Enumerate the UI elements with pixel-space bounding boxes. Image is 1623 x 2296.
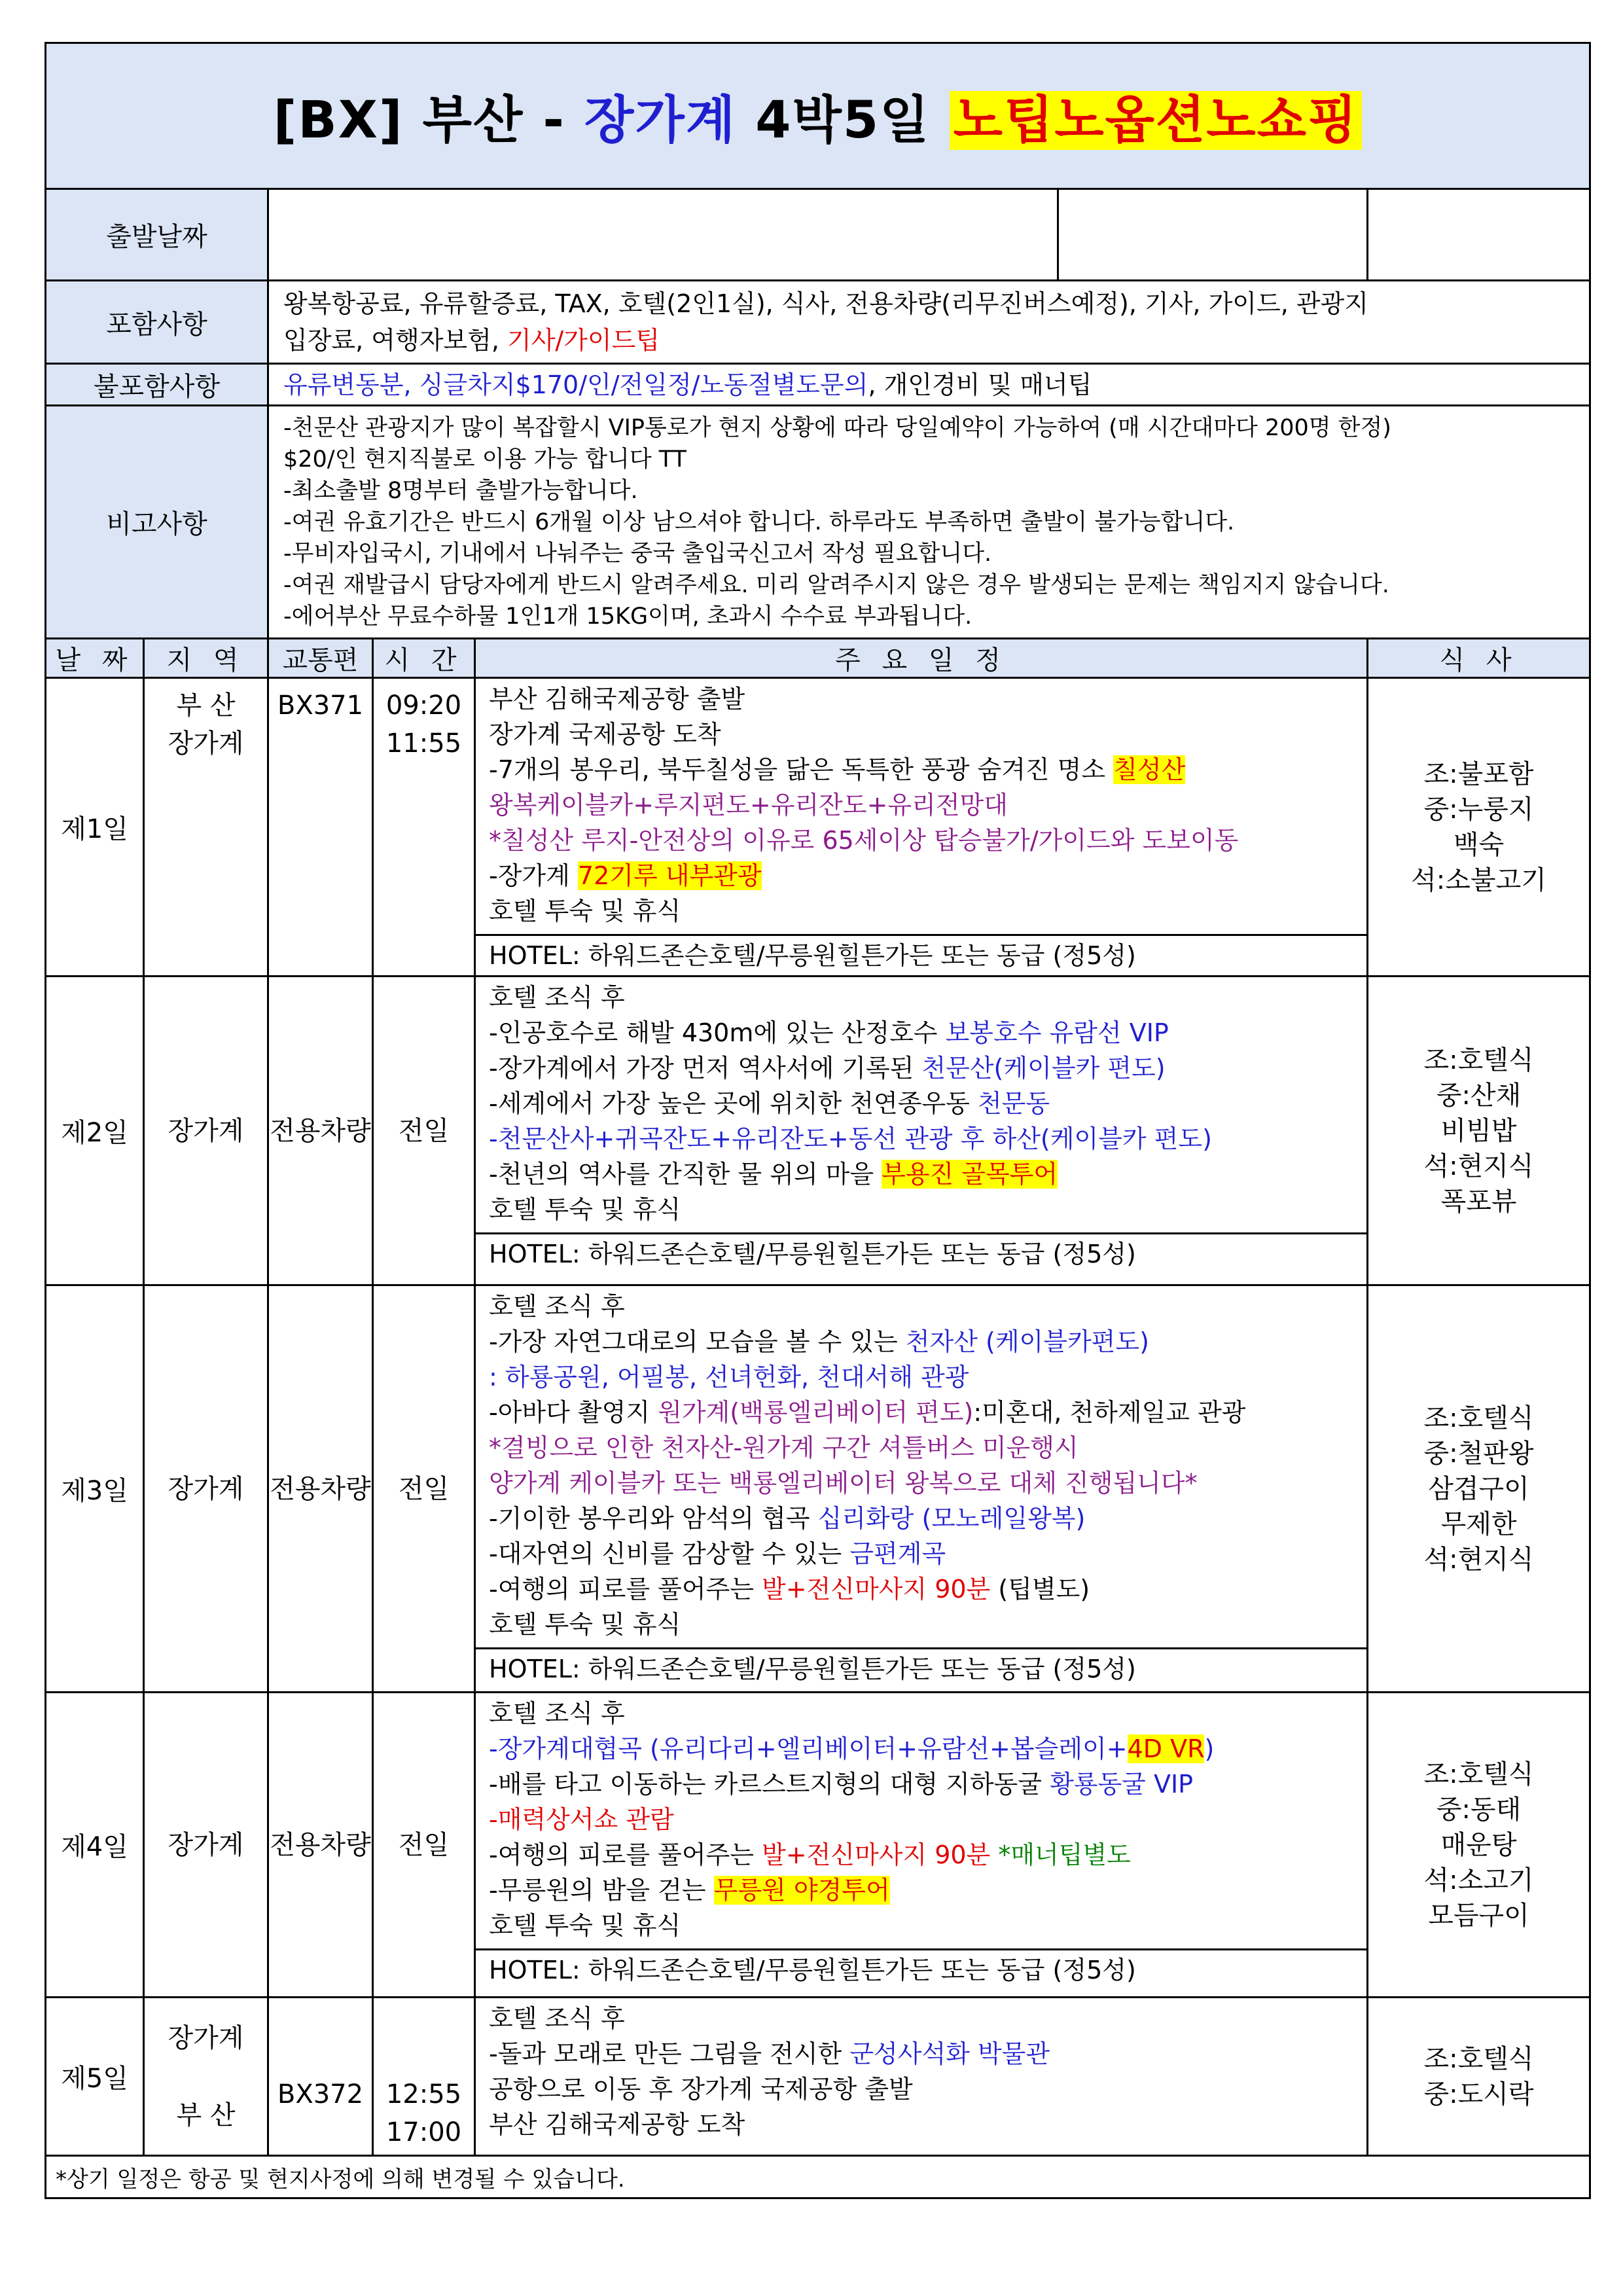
schedule-line: 호텔 조식 후 (489, 983, 625, 1012)
notes-label: 비고사항 (46, 406, 268, 639)
departure-value-3 (1368, 189, 1590, 281)
hotel-line: HOTEL: 하워드존슨호텔/무릉원힐튼가든 또는 동급 (정5성) (476, 934, 1366, 975)
included-line-1: 왕복항공료, 유류할증료, TAX, 호텔(2인1실), 식사, 전용차량(리무진버스예정), 기사, 가이드, 관광지 (283, 289, 1368, 318)
schedule-text: 천문동 (977, 1089, 1050, 1118)
day-label: 제4일 (46, 1693, 144, 1998)
schedule-line: *칠성산 루지-안전상의 이유로 65세이상 탑승불가/가이드와 도보이동 (489, 826, 1239, 855)
departure-value-2 (1059, 190, 1366, 279)
schedule-text: -아바다 촬영지 (489, 1398, 658, 1427)
meal-line: 중:동태 (1436, 1794, 1522, 1825)
meal-line: 조:호텔식 (1423, 1403, 1534, 1433)
schedule-header-row (46, 639, 1590, 678)
schedule-line: 장가계 국제공항 도착 (489, 720, 721, 749)
schedule-line: 왕복케이블카+루지편도+유리잔도+유리전망대 (489, 791, 1008, 819)
departure-label: 출발날짜 (46, 189, 268, 281)
schedule-text: :미혼대, 천하제일교 관광 (973, 1398, 1246, 1427)
meal-line: 매운탕 (1440, 1829, 1517, 1860)
day-row (46, 1285, 1590, 1693)
highlight-text: 칠성산 (1113, 755, 1186, 784)
schedule-text: -기이한 봉우리와 암석의 협곡 (489, 1504, 818, 1533)
title-highlight: 노팁노옵션노쇼핑 (950, 91, 1363, 150)
schedule-line (489, 2036, 1353, 2072)
schedule-text: *매너팁별도 (990, 1840, 1131, 1869)
note-line: -최소출발 8명부터 출발가능합니다. (283, 477, 638, 504)
region-line: 장가계 (168, 2022, 244, 2053)
schedule-line: : 하룡공원, 어필봉, 선녀헌화, 천대서해 관광 (489, 1363, 969, 1391)
schedule-line (489, 1536, 1353, 1571)
day-label: 제1일 (46, 678, 144, 977)
highlight-text: 부용진 골목투어 (882, 1160, 1058, 1189)
header-meals: 식 사 (1368, 639, 1590, 678)
day-schedule (475, 977, 1368, 1285)
schedule-line (489, 1157, 1353, 1192)
day-meals (1368, 1285, 1590, 1693)
itinerary-document (45, 42, 1589, 2199)
schedule-line: 공항으로 이동 후 장가계 국제공항 출발 (489, 2075, 913, 2104)
schedule-line (489, 1395, 1353, 1430)
meal-line: 조:호텔식 (1423, 1759, 1534, 1789)
meal-line: 삼겹구이 (1428, 1473, 1529, 1504)
region-line: 장가계 (168, 728, 244, 759)
day-time: 전일 (373, 1285, 475, 1693)
notes-value (268, 406, 1590, 639)
day-label: 제3일 (46, 1285, 144, 1693)
schedule-text: 십리화랑 (모노레일왕복) (817, 1504, 1086, 1533)
day-transport: 전용차량 (268, 1693, 373, 1998)
schedule-line (489, 1015, 1353, 1050)
header-date: 날 짜 (46, 639, 144, 678)
schedule-text: 원가계(백룡엘리베이터 편도) (658, 1398, 974, 1427)
included-line-2: 입장료, 여행자보험, (283, 326, 507, 355)
highlight-text: 무릉원 야경투어 (713, 1876, 890, 1905)
schedule-text: -장가계에서 가장 먼저 역사서에 기록된 (489, 1054, 922, 1083)
day-row (46, 977, 1590, 1285)
day-transport: BX371 (268, 678, 373, 977)
day-transport: 전용차량 (268, 1285, 373, 1693)
schedule-text: 발+전신마사지 90분 (762, 1575, 991, 1604)
meal-line: 중:누룽지 (1423, 794, 1534, 825)
day-row (46, 1693, 1590, 1998)
day-transport: 전용차량 (268, 977, 373, 1285)
meal-line: 중:철판왕 (1423, 1438, 1534, 1469)
itinerary-table (45, 42, 1591, 2199)
hotel-line: HOTEL: 하워드존슨호텔/무릉원힐튼가든 또는 동급 (정5성) (476, 1948, 1366, 1990)
meal-line: 석:소고기 (1423, 1865, 1534, 1895)
title-destination: 장가계 (584, 91, 737, 150)
day-meals (1368, 1998, 1590, 2156)
day-region (144, 1998, 268, 2156)
included-tips: 기사/가이드팁 (507, 326, 660, 355)
header-region: 지 역 (144, 639, 268, 678)
schedule-text: -천년의 역사를 간직한 물 위의 마을 (489, 1160, 882, 1189)
page-title (46, 43, 1590, 189)
schedule-line: 호텔 조식 후 (489, 1699, 625, 1728)
footer-note: *상기 일정은 항공 및 현지사정에 의해 변경될 수 있습니다. (46, 2156, 1590, 2198)
day-schedule (475, 1998, 1368, 2156)
schedule-line: 호텔 투숙 및 휴식 (489, 897, 681, 925)
day-meals (1368, 678, 1590, 977)
schedule-text: -장가계 (489, 861, 578, 890)
schedule-text: -인공호수로 해발 430m에 있는 산정호수 (489, 1018, 946, 1047)
region-spacer (145, 2057, 267, 2095)
day-region: 장가계 (144, 1285, 268, 1693)
schedule-line (489, 1767, 1353, 1802)
schedule-line (489, 1050, 1353, 1086)
schedule-line: 부산 김해국제공항 도착 (489, 2110, 745, 2139)
header-transport: 교통편 (268, 639, 373, 678)
note-line: -에어부산 무료수하물 1인1개 15KG이며, 초과시 수수료 부과됩니다. (283, 603, 972, 630)
departure-value-cell (268, 189, 1368, 281)
day-meals (1368, 977, 1590, 1285)
note-line: $20/인 현지직불로 이용 가능 합니다 TT (283, 446, 687, 473)
schedule-text: -7개의 봉우리, 북두칠성을 닮은 독특한 풍광 숨겨진 명소 (489, 755, 1114, 784)
day-schedule (475, 1693, 1368, 1998)
day-label: 제5일 (46, 1998, 144, 2156)
highlight-text: 72기루 내부관광 (577, 861, 762, 890)
time-line: 11:55 (385, 728, 462, 759)
meal-line: 백숙 (1453, 829, 1505, 860)
schedule-line: 호텔 투숙 및 휴식 (489, 1610, 681, 1639)
schedule-line: -매력상서쇼 관람 (489, 1805, 674, 1834)
excluded-rest: , 개인경비 및 매너팁 (868, 370, 1092, 399)
schedule-line (489, 858, 1353, 893)
day-time (373, 1998, 475, 2156)
schedule-text: -배를 타고 이동하는 카르스트지형의 대형 지하동굴 (489, 1770, 1050, 1799)
meal-line: 중:산채 (1436, 1080, 1522, 1111)
day-schedule (475, 678, 1368, 977)
schedule-line: 양가계 케이블카 또는 백룡엘리베이터 왕복으로 대체 진행됩니다* (489, 1469, 1198, 1498)
schedule-text: -대자연의 신비를 감상할 수 있는 (489, 1539, 850, 1568)
schedule-line: 부산 김해국제공항 출발 (489, 685, 745, 713)
schedule-text: 보봉호수 유람선 VIP (945, 1018, 1169, 1047)
day-schedule (475, 1285, 1368, 1693)
header-time: 시 간 (373, 639, 475, 678)
time-line: 17:00 (385, 2117, 462, 2147)
meal-line: 중:도시락 (1423, 2079, 1534, 2109)
schedule-text: -여행의 피로를 풀어주는 (489, 1575, 762, 1604)
schedule-line: 호텔 조식 후 (489, 2004, 625, 2033)
meal-line: 석:소불고기 (1411, 865, 1546, 895)
note-line: -여권 재발급시 담당자에게 반드시 알려주세요. 미리 알려주시지 않은 경우 발생되는 문제는 책임지지 않습니다. (283, 571, 1389, 598)
meal-line: 석:현지식 (1423, 1544, 1534, 1575)
title-duration: 4박5일 (736, 91, 950, 150)
note-line: -여권 유효기간은 반드시 6개월 이상 남으셔야 합니다. 하루라도 부족하면 출발이 불가능합니다. (283, 509, 1235, 535)
meal-line: 조:불포함 (1423, 759, 1534, 789)
schedule-text: -세계에서 가장 높은 곳에 위치한 천연종우동 (489, 1089, 978, 1118)
header-schedule: 주 요 일 정 (475, 639, 1368, 678)
included-value (268, 281, 1590, 364)
schedule-line (489, 1324, 1353, 1359)
meal-line: 비빔밥 (1440, 1115, 1517, 1146)
schedule-line (489, 1501, 1353, 1536)
schedule-text: -여행의 피로를 풀어주는 (489, 1840, 762, 1869)
day-time: 전일 (373, 1693, 475, 1998)
schedule-line (489, 1873, 1353, 1908)
meal-line: 조:호텔식 (1423, 1045, 1534, 1075)
day-row (46, 1998, 1590, 2156)
schedule-text: 천자산 (케이블카편도) (905, 1327, 1149, 1356)
schedule-line: *결빙으로 인한 천자산-원가계 구간 셔틀버스 미운행시 (489, 1433, 1079, 1462)
day-label: 제2일 (46, 977, 144, 1285)
day-time: 전일 (373, 977, 475, 1285)
region-line: 부 산 (176, 691, 236, 721)
hotel-line: HOTEL: 하워드존슨호텔/무릉원힐튼가든 또는 동급 (정5성) (476, 1647, 1366, 1689)
schedule-line (489, 1571, 1353, 1607)
highlight-text: 4D VR (1127, 1734, 1205, 1763)
hotel-line: HOTEL: 하워드존슨호텔/무릉원힐튼가든 또는 동급 (정5성) (476, 1232, 1366, 1274)
schedule-text: ) (1204, 1734, 1215, 1763)
excluded-value (268, 364, 1590, 406)
departure-value (269, 190, 1059, 279)
day-region: 장가계 (144, 977, 268, 1285)
schedule-text: -무릉원의 밤을 걷는 (489, 1876, 714, 1905)
time-line: 09:20 (385, 691, 462, 721)
day-time (373, 678, 475, 977)
region-line: 부 산 (176, 2100, 236, 2130)
note-line: -무비자입국시, 기내에서 나눠주는 중국 출입국신고서 작성 필요합니다. (283, 540, 992, 567)
schedule-line (489, 1837, 1353, 1873)
day-transport: BX372 (268, 1998, 373, 2156)
meal-line: 석:현지식 (1423, 1151, 1534, 1181)
schedule-line: -천문산사+귀곡잔도+유리잔도+동선 관광 후 하산(케이블카 편도) (489, 1124, 1212, 1153)
time-line: 12:55 (385, 2079, 462, 2109)
included-label: 포함사항 (46, 281, 268, 364)
schedule-line (489, 1731, 1353, 1767)
schedule-line: 호텔 조식 후 (489, 1292, 625, 1321)
schedule-text: -장가계대협곡 (유리다리+엘리베이터+유람선+봅슬레이+ (489, 1734, 1128, 1763)
schedule-text: 발+전신마사지 90분 (762, 1840, 991, 1869)
schedule-text: 황룡동굴 VIP (1050, 1770, 1194, 1799)
schedule-line: 호텔 투숙 및 휴식 (489, 1911, 681, 1940)
schedule-text: 천문산(케이블카 편도) (921, 1054, 1166, 1083)
meal-line: 모듬구이 (1428, 1900, 1529, 1931)
schedule-line (489, 752, 1353, 787)
title-prefix: [BX] 부산 - (273, 91, 585, 150)
schedule-text: -가장 자연그대로의 모습을 볼 수 있는 (489, 1327, 906, 1356)
day-row (46, 678, 1590, 977)
schedule-text: 군성사석화 박물관 (849, 2039, 1050, 2068)
schedule-line: 호텔 투숙 및 휴식 (489, 1195, 681, 1224)
day-region: 장가계 (144, 1693, 268, 1998)
day-region (144, 678, 268, 977)
excluded-blue: 유류변동분, 싱글차지$170/인/전일정/노동절별도문의 (283, 370, 868, 399)
schedule-text: -돌과 모래로 만든 그림을 전시한 (489, 2039, 850, 2068)
schedule-line (489, 1086, 1353, 1121)
day-meals (1368, 1693, 1590, 1998)
meal-line: 무제한 (1440, 1509, 1517, 1539)
note-line: -천문산 관광지가 많이 복잡할시 VIP통로가 현지 상황에 따라 당일예약이 가능하여 (매 시간대마다 200명 한정) (283, 414, 1391, 441)
schedule-text: 금편계곡 (849, 1539, 946, 1568)
meal-line: 조:호텔식 (1423, 2043, 1534, 2074)
meal-line: 폭포뷰 (1440, 1186, 1517, 1217)
excluded-label: 불포함사항 (46, 364, 268, 406)
schedule-text: (팁별도) (990, 1575, 1090, 1604)
